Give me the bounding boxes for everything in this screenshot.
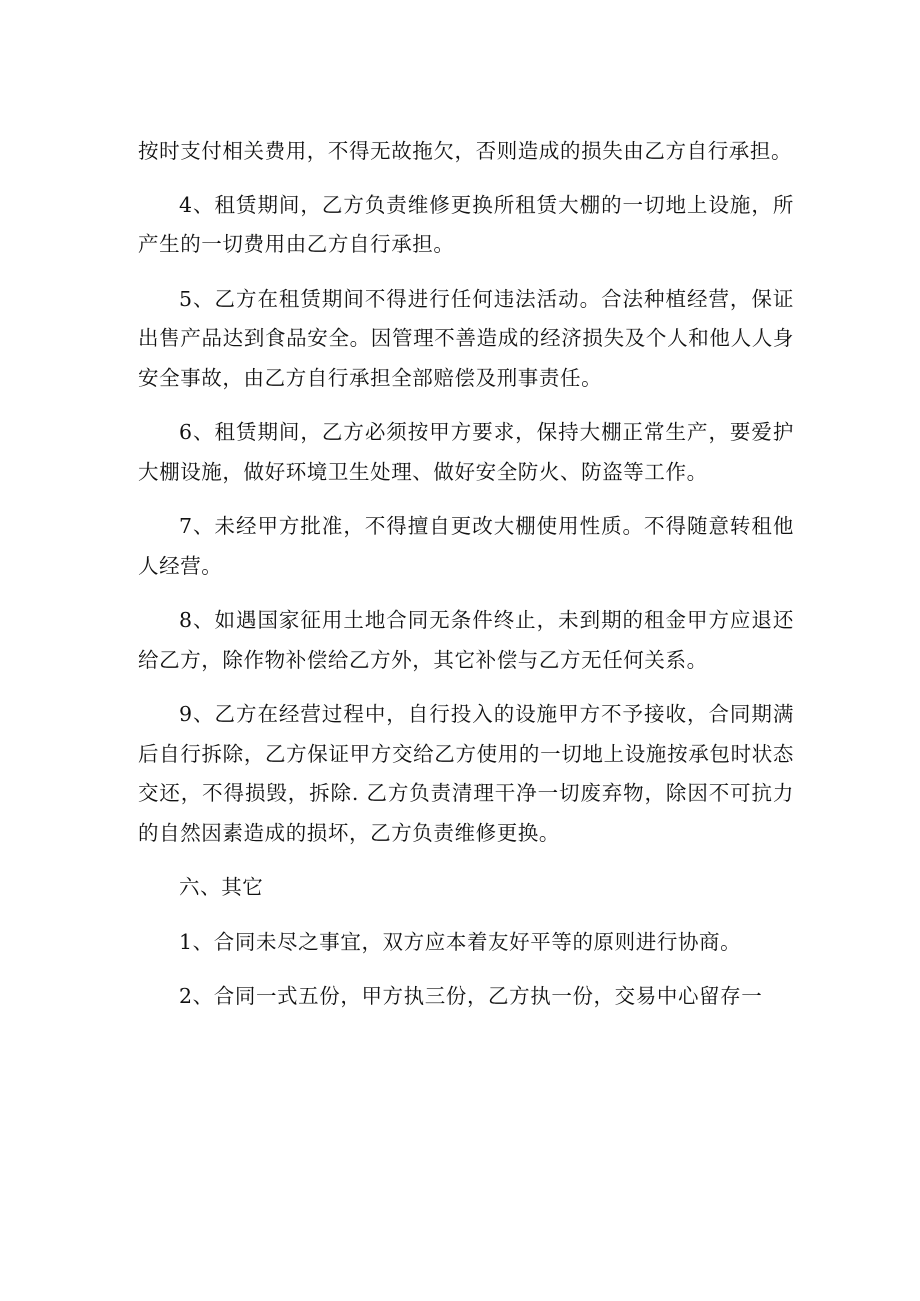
clause-5: 5、乙方在租赁期间不得进行任何违法活动。合法种植经营，保证出售产品达到食品安全。因管理不善造成的经济损失及个人和他人人身安全事故，由乙方自行承担全部赔偿及刑事责任。 [138,286,794,390]
document-body [138,132,794,1032]
other-clause-2: 2、合同一式五份，甲方执三份，乙方执一份，交易中心留存一 [179,984,763,1008]
clause-6: 6、租赁期间，乙方必须按甲方要求，保持大棚正常生产，要爱护大棚设施，做好环境卫生处理、做好安全防火、防盗等工作。 [138,420,794,484]
clause-7: 7、未经甲方批准，不得擅自更改大棚使用性质。不得随意转租他人经营。 [138,514,794,578]
clause-8: 8、如遇国家征用土地合同无条件终止，未到期的租金甲方应退还给乙方，除作物补偿给乙方外，其它补偿与乙方无任何关系。 [138,608,794,672]
clause-4: 4、租赁期间，乙方负责维修更换所租赁大棚的一切地上设施，所产生的一切费用由乙方自行承担。 [138,192,794,256]
clause-9: 9、乙方在经营过程中，自行投入的设施甲方不予接收，合同期满后自行拆除，乙方保证甲方交给乙方使用的一切地上设施按承包时状态交还，不得损毁，拆除. 乙方负责清理干净一切废弃物，除因不可抗力的自然因素造成的损坏，乙方负责维修更换。 [138,702,794,845]
section-heading-other: 六、其它 [179,875,264,899]
other-clause-1: 1、合同未尽之事宜，双方应本着友好平等的原则进行协商。 [179,929,742,954]
paragraph-continuation: 按时支付相关费用，不得无故拖欠，否则造成的损失由乙方自行承担。 [138,139,793,163]
